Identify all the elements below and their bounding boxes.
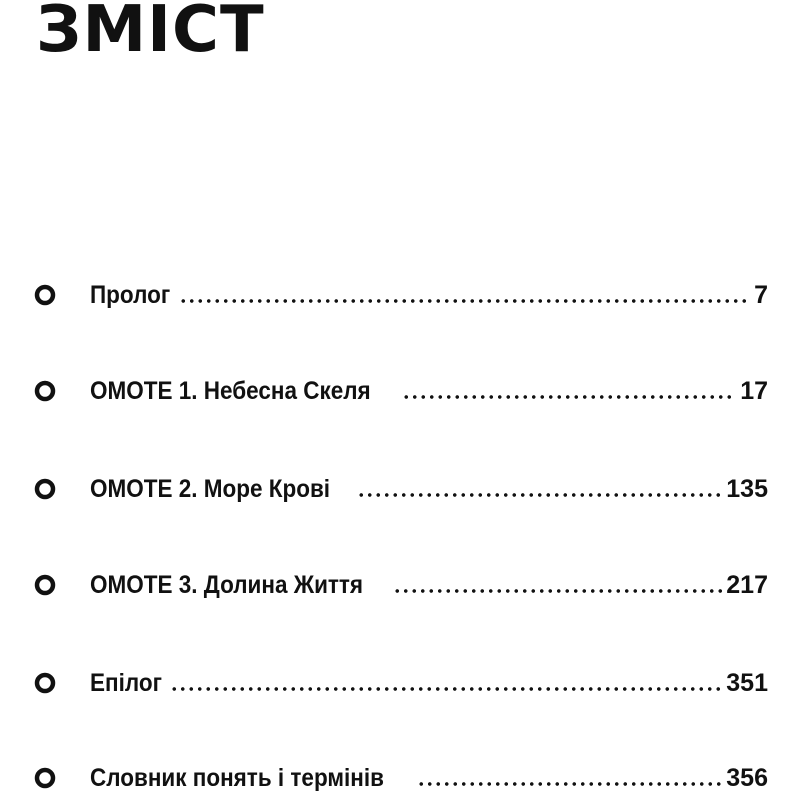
toc-entry-label: OMOTE 2. Море Крові — [90, 474, 331, 503]
ring-bullet-icon — [34, 574, 56, 596]
ring-bullet-icon — [34, 380, 56, 402]
toc-entry-label: Словник понять і термінів — [90, 763, 384, 792]
ring-bullet-icon — [34, 478, 56, 500]
dot-leader — [402, 395, 736, 399]
toc-entry-page: 7 — [754, 280, 768, 309]
dot-leader — [170, 687, 722, 691]
toc-entry-prologue[interactable] — [34, 275, 768, 315]
dot-leader — [179, 299, 750, 303]
ring-bullet-icon — [34, 672, 56, 694]
dot-leader — [393, 589, 722, 593]
page-title: ЗМІСТ — [36, 0, 265, 67]
table-of-contents — [34, 0, 768, 800]
toc-entry-page: 351 — [726, 668, 768, 697]
toc-entry-label: OMOTE 1. Небесна Скеля — [90, 376, 371, 405]
toc-entry-page: 135 — [726, 474, 768, 503]
dot-leader — [357, 493, 723, 497]
toc-entry-label: Пролог — [90, 280, 171, 309]
toc-entry-label: OMOTE 3. Долина Життя — [90, 570, 364, 599]
toc-entry-page: 217 — [726, 570, 768, 599]
toc-entry-omote-2[interactable] — [34, 469, 768, 509]
toc-entry-omote-3[interactable] — [34, 565, 768, 605]
dot-leader — [417, 782, 723, 786]
ring-bullet-icon — [34, 284, 56, 306]
toc-entry-epilogue[interactable] — [34, 663, 768, 703]
toc-entry-label: Епілог — [90, 668, 162, 697]
ring-bullet-icon — [34, 767, 56, 789]
toc-entry-glossary[interactable] — [34, 758, 768, 798]
toc-entry-omote-1[interactable] — [34, 371, 768, 411]
toc-entry-page: 356 — [726, 763, 768, 792]
toc-entry-page: 17 — [740, 376, 768, 405]
